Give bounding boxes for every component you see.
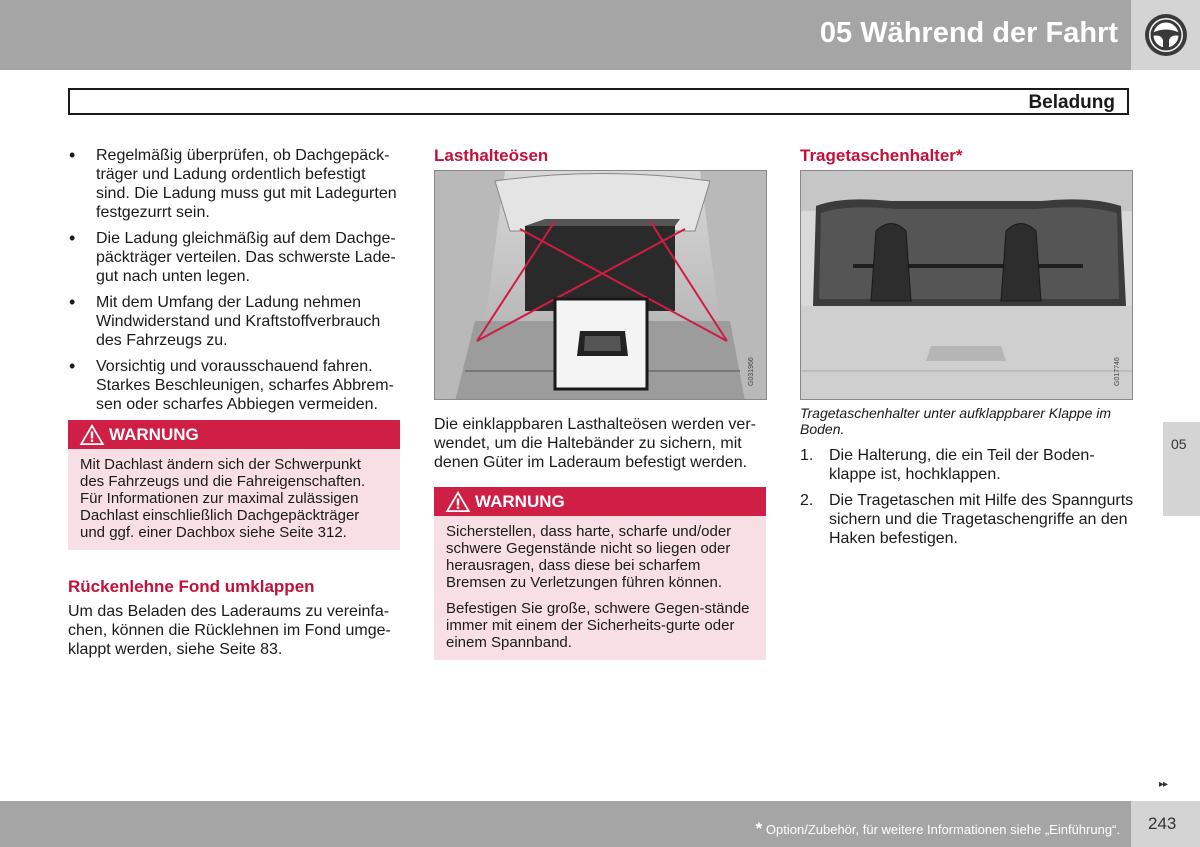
chapter-icon-box: [1131, 0, 1200, 70]
chapter-title: 05 Während der Fahrt: [819, 17, 1118, 49]
steps-column: [800, 446, 1135, 555]
footnote-star: *: [755, 819, 763, 838]
bag-holder-illustration: [801, 171, 1133, 400]
warning-box-roof-load: [68, 420, 400, 550]
step-number: 1.: [800, 447, 814, 464]
bag-holder-heading: Tragetaschenhalter*: [800, 146, 963, 165]
bag-holder-caption: Tragetaschenhalter unter aufklappbarer Klappe im Boden.: [800, 405, 1112, 437]
warning-body: [434, 516, 766, 660]
chapter-side-tab: [1163, 422, 1200, 516]
bullet-item: • Mit dem Umfang der Ladung nehmen Windwiderstand und Kraftstoffverbrauch des Fahrzeugs zu.: [68, 293, 403, 350]
step-text: Die Tragetaschen mit Hilfe des Spanngurts sichern und die Tragetaschengriffe an den Haken befestigen.: [829, 492, 1134, 547]
warning-label: WARNUNG: [475, 492, 565, 511]
rear-seat-heading: Rückenlehne Fond umklappen: [68, 577, 315, 596]
step-text: Die Halterung, die ein Teil der Boden-klappe ist, hochklappen.: [829, 447, 1095, 483]
section-title-box: [68, 88, 1129, 115]
bag-holder-image: [800, 170, 1133, 400]
warning-text: Mit Dachlast ändern sich der Schwerpunkt des Fahrzeugs und die Fahreigenschaften. Für Informationen zur maximal zulässigen Dachlast einschließlich Dachgepäckträger und ggf. einer Dachbox siehe Seite 312.: [80, 456, 366, 541]
image-code: G017746: [1114, 357, 1121, 386]
cargo-area-illustration: [435, 171, 767, 400]
warning-header: [68, 420, 400, 449]
warning-text: Befestigen Sie große, schwere Gegen-stände immer mit einem der Sicherheits-gurte oder einem Spannband.: [446, 600, 750, 651]
load-rings-paragraph: Die einklappbaren Lasthalteösen werden ver-wendet, um die Haltebänder zu sichern, mit denen Güter im Laderaum befestigt werden.: [434, 416, 756, 471]
continue-marker: ▸▸: [1159, 779, 1168, 790]
steps-list: [800, 446, 1135, 548]
steering-wheel-icon: [1143, 12, 1189, 58]
rear-seat-paragraph: Um das Beladen des Laderaums zu vereinfa-chen, können die Rücklehnen im Fond umge-klappt werden, siehe Seite 83.: [68, 603, 391, 658]
warning-body: [68, 449, 400, 550]
warning-label: WARNUNG: [109, 425, 199, 444]
warning-triangle-icon: [79, 423, 105, 446]
image-code: G031966: [748, 357, 755, 386]
step-item: [800, 446, 1135, 484]
warning-text: Sicherstellen, dass harte, scharfe und/oder schwere Gegenstände nicht so liegen oder herausragen, dass diese bei scharfem Bremsen zu Verletzungen führen können.: [446, 523, 732, 591]
warning-triangle-icon: [445, 490, 471, 513]
warning-box-cargo: [434, 487, 766, 660]
page-number-box: [1131, 801, 1200, 847]
side-tab-label: 05: [1171, 436, 1187, 452]
bullet-item: • Die Ladung gleichmäßig auf dem Dachge-päckträger verteilen. Das schwerste Lade-gut nach unten legen.: [68, 229, 403, 286]
section-title: Beladung: [1028, 92, 1115, 113]
warning-header: [434, 487, 766, 516]
load-rings-heading: Lasthalteösen: [434, 146, 549, 165]
bullet-item: • Vorsichtig und vorausschauend fahren. Starkes Beschleunigen, scharfes Abbrem-sen oder scharfes Abbiegen vermeiden.: [68, 357, 403, 414]
bullet-list: [68, 146, 403, 414]
bullet-item: • Regelmäßig überprüfen, ob Dachgepäck-träger und Ladung ordentlich befestigt sind. Die Ladung muss gut mit Ladegurten festgezurrt sein.: [68, 146, 403, 222]
footnote-text: Option/Zubehör, für weitere Informationen siehe „Einführung“.: [765, 822, 1120, 837]
step-number: 2.: [800, 492, 814, 509]
step-item: [800, 491, 1135, 548]
load-rings-image: [434, 170, 767, 400]
footnote: [756, 819, 1120, 839]
left-column: [68, 146, 403, 421]
page-number: 243: [1148, 814, 1177, 833]
